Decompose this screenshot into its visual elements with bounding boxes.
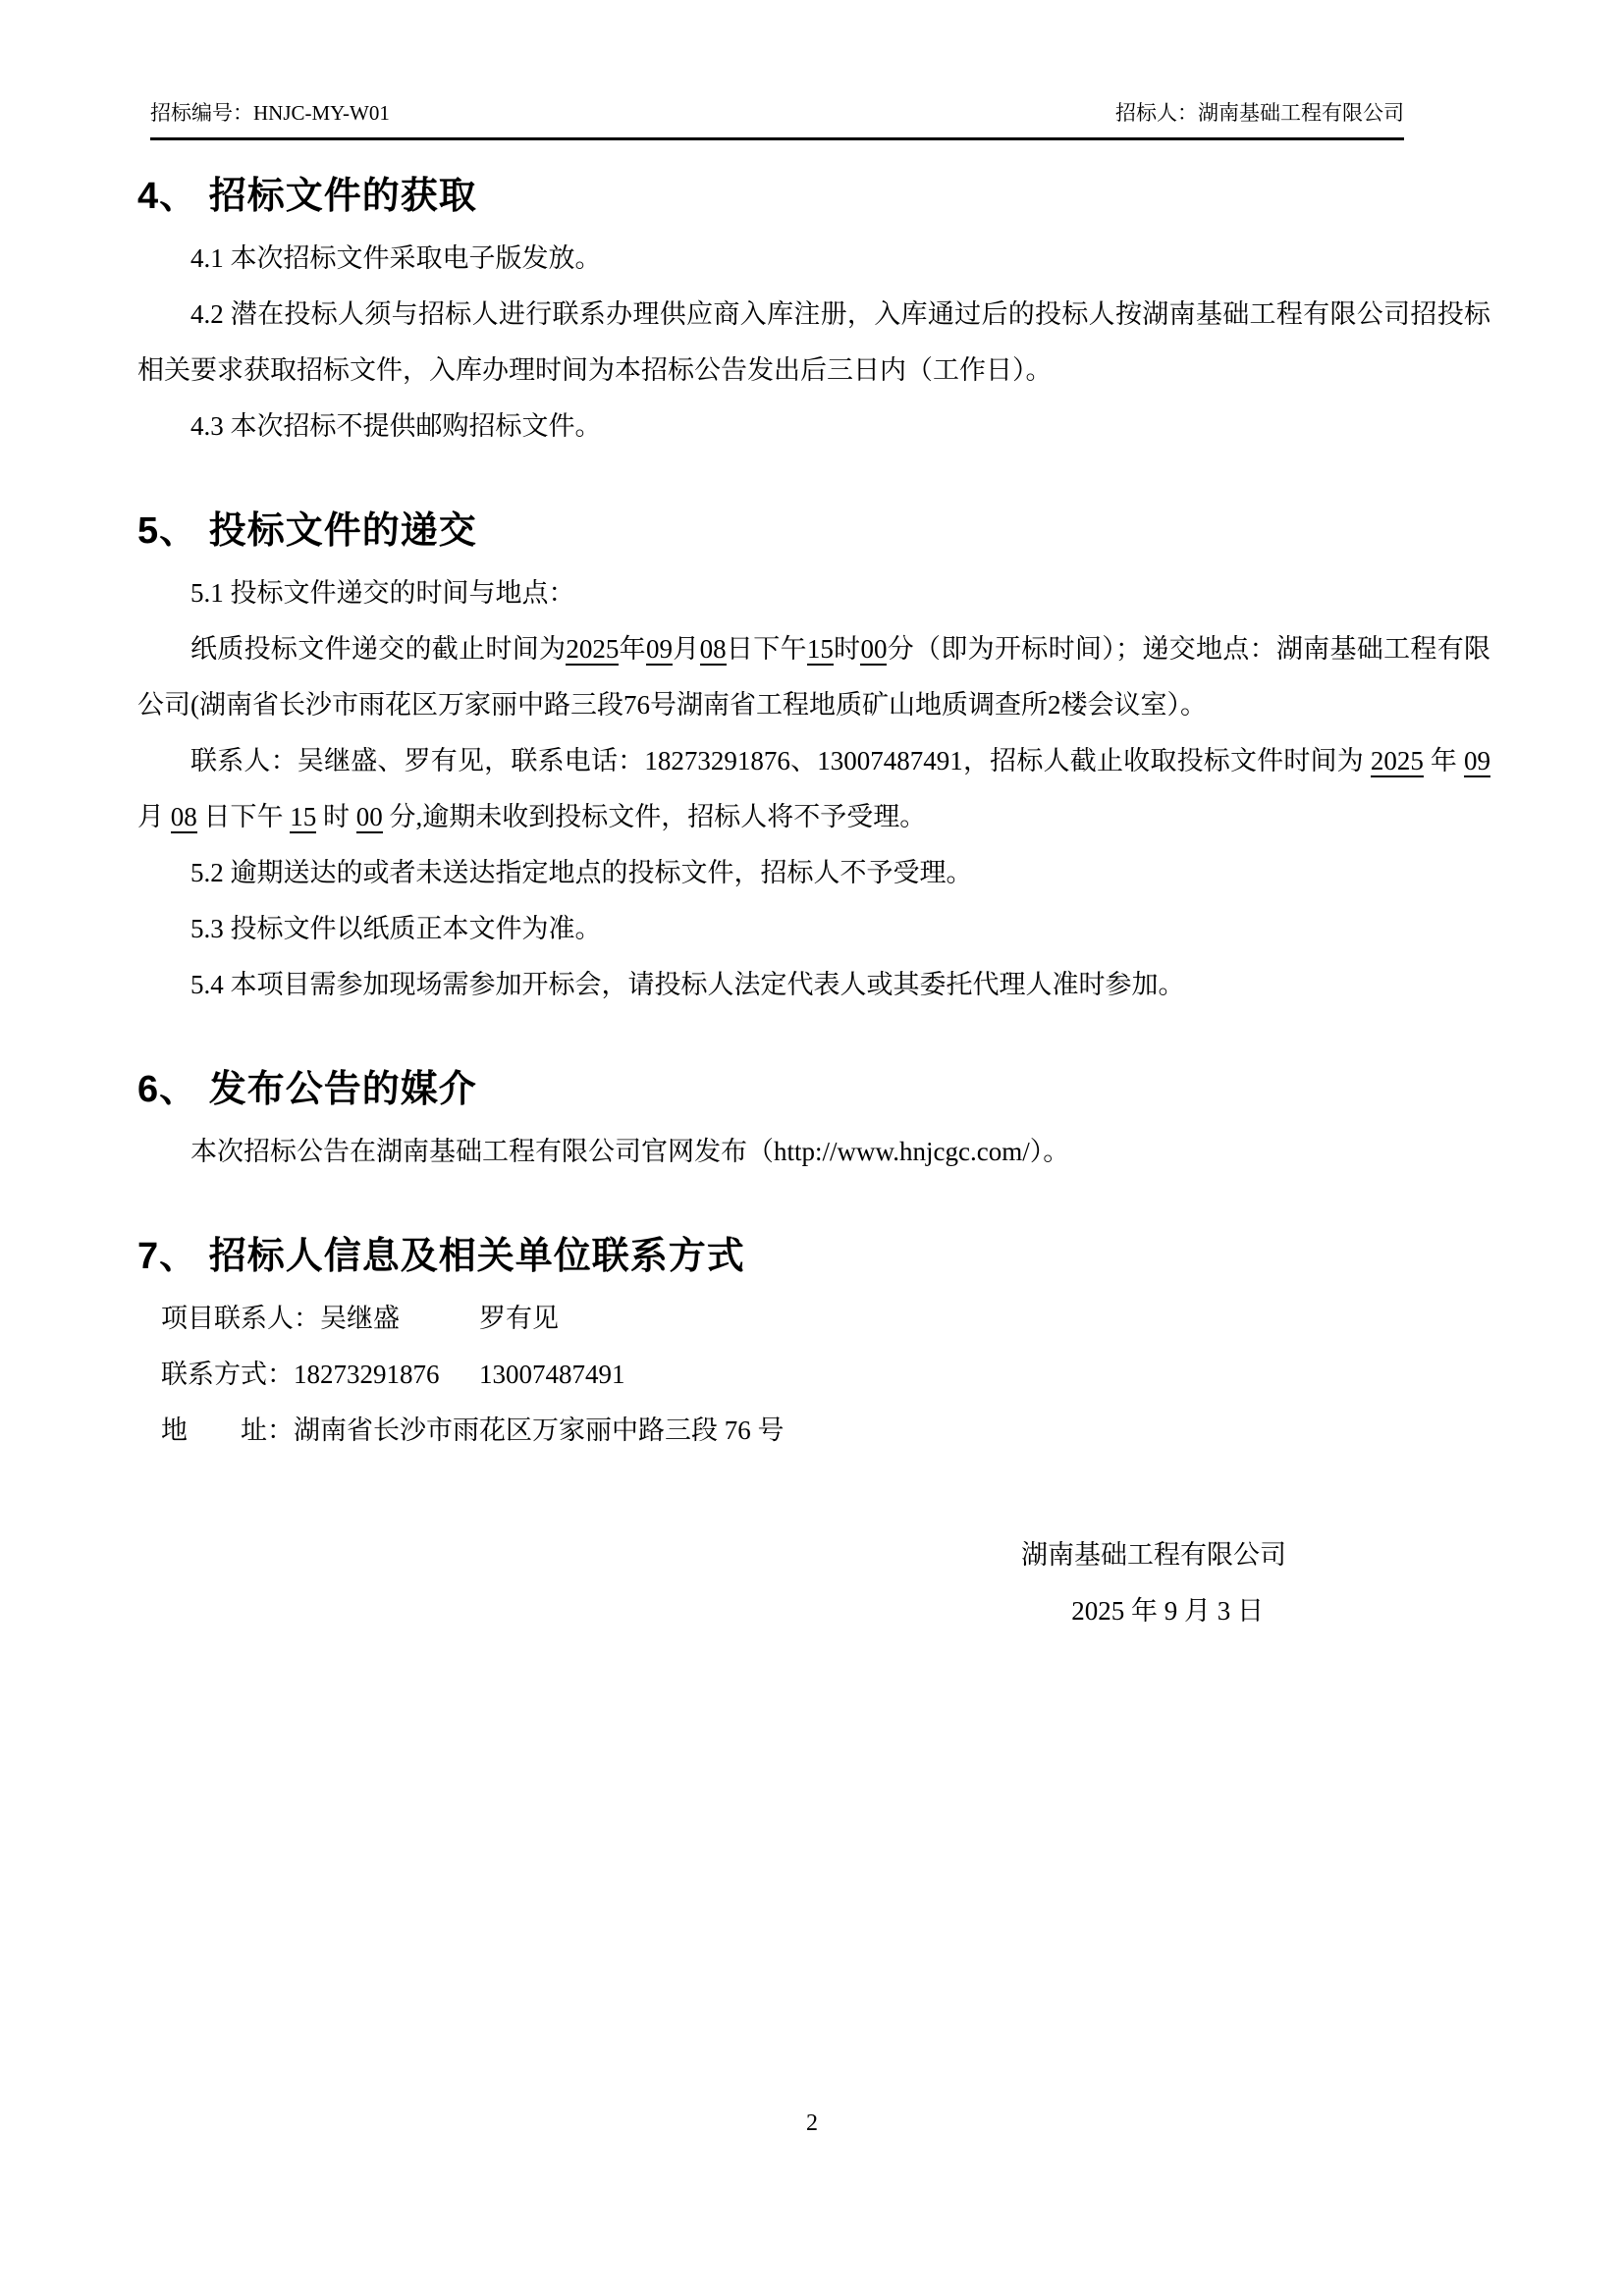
text-run: 年 — [1423, 746, 1465, 775]
text-run: 时 — [833, 634, 861, 664]
paragraph-4-2: 4.2 潜在投标人须与招标人进行联系办理供应商入库注册，入库通过后的投标人按湖南基础工程有限公司招投标相关要求获取招标文件，入库办理时间为本招标公告发出后三日内（工作日）。 — [137, 299, 1490, 385]
document-header — [150, 98, 1404, 140]
text-run: 联系人：吴继盛、罗有见，联系电话：18273291876、13007487491，招标人截止收取投标文件时间为 — [190, 746, 1371, 775]
paragraph-5-3: 5.3 投标文件以纸质正本文件为准。 — [190, 914, 602, 943]
section-4-heading: 4、 招标文件的获取 — [137, 176, 477, 217]
text-run: 纸质投标文件递交的截止时间为 — [190, 634, 567, 664]
text-run: 时 — [316, 802, 356, 831]
underlined-text-run: 15 — [290, 802, 317, 831]
underlined-text-run: 09 — [1464, 746, 1491, 775]
paragraph-5-1: 5.1 投标文件递交的时间与地点： — [190, 578, 575, 608]
underlined-text-run: 09 — [645, 634, 673, 664]
contact-address: 地 址：湖南省长沙市雨花区万家丽中路三段 76 号 — [161, 1415, 785, 1445]
underlined-text-run: 15 — [806, 634, 834, 664]
section-5-heading: 5、 投标文件的递交 — [137, 510, 477, 552]
signature-block — [137, 1527, 1490, 1639]
text-run: 月 — [137, 802, 171, 831]
contact-project-person: 项目联系人：吴继盛 罗有见 — [161, 1304, 559, 1333]
document-body — [137, 157, 1490, 1639]
paragraph-5-2: 5.2 逾期送达的或者未送达指定地点的投标文件，招标人不予受理。 — [190, 858, 973, 887]
paragraph-5-deadline — [137, 621, 1490, 733]
text-run: 月 — [672, 634, 700, 664]
paragraph-4-3: 4.3 本次招标不提供邮购招标文件。 — [190, 411, 602, 441]
signature-date: 2025 年 9 月 3 日 — [1071, 1596, 1264, 1626]
page-number: 2 — [806, 2110, 818, 2136]
text-run: 年 — [619, 634, 646, 664]
contact-phone: 联系方式：18273291876 13007487491 — [161, 1360, 625, 1389]
underlined-text-run: 08 — [170, 802, 197, 831]
header-tenderer: 招标人：湖南基础工程有限公司 — [1115, 101, 1404, 125]
text-run: 日下午 — [726, 634, 807, 664]
paragraph-5-contact — [137, 733, 1490, 845]
section-7-heading: 7、 招标人信息及相关单位联系方式 — [137, 1236, 745, 1277]
paragraph-5-4: 5.4 本项目需参加现场需参加开标会，请投标人法定代表人或其委托代理人准时参加。 — [190, 970, 1185, 999]
text-run: 日下午 — [196, 802, 291, 831]
underlined-text-run: 2025 — [566, 634, 620, 664]
underlined-text-run: 2025 — [1370, 746, 1424, 775]
section-6-heading: 6、 发布公告的媒介 — [137, 1069, 477, 1110]
header-tender-number: 招标编号：HNJC-MY-W01 — [150, 101, 390, 125]
text-run: 分,逾期未收到投标文件，招标人将不予受理。 — [382, 802, 927, 831]
signature-company: 湖南基础工程有限公司 — [1021, 1540, 1286, 1570]
paragraph-4-1: 4.1 本次招标文件采取电子版发放。 — [190, 243, 602, 273]
underlined-text-run: 00 — [355, 802, 383, 831]
paragraph-6-1: 本次招标公告在湖南基础工程有限公司官网发布（http://www.hnjcgc.com/）。 — [190, 1137, 1070, 1166]
underlined-text-run: 08 — [699, 634, 727, 664]
underlined-text-run: 00 — [860, 634, 888, 664]
text-run: 分（即为开标时间）；递交地点：湖南基础工程有限公司(湖南省长沙市雨花区万家丽中路三段76号湖南省工程地质矿山地质调查所2楼会议室）。 — [137, 634, 1491, 720]
